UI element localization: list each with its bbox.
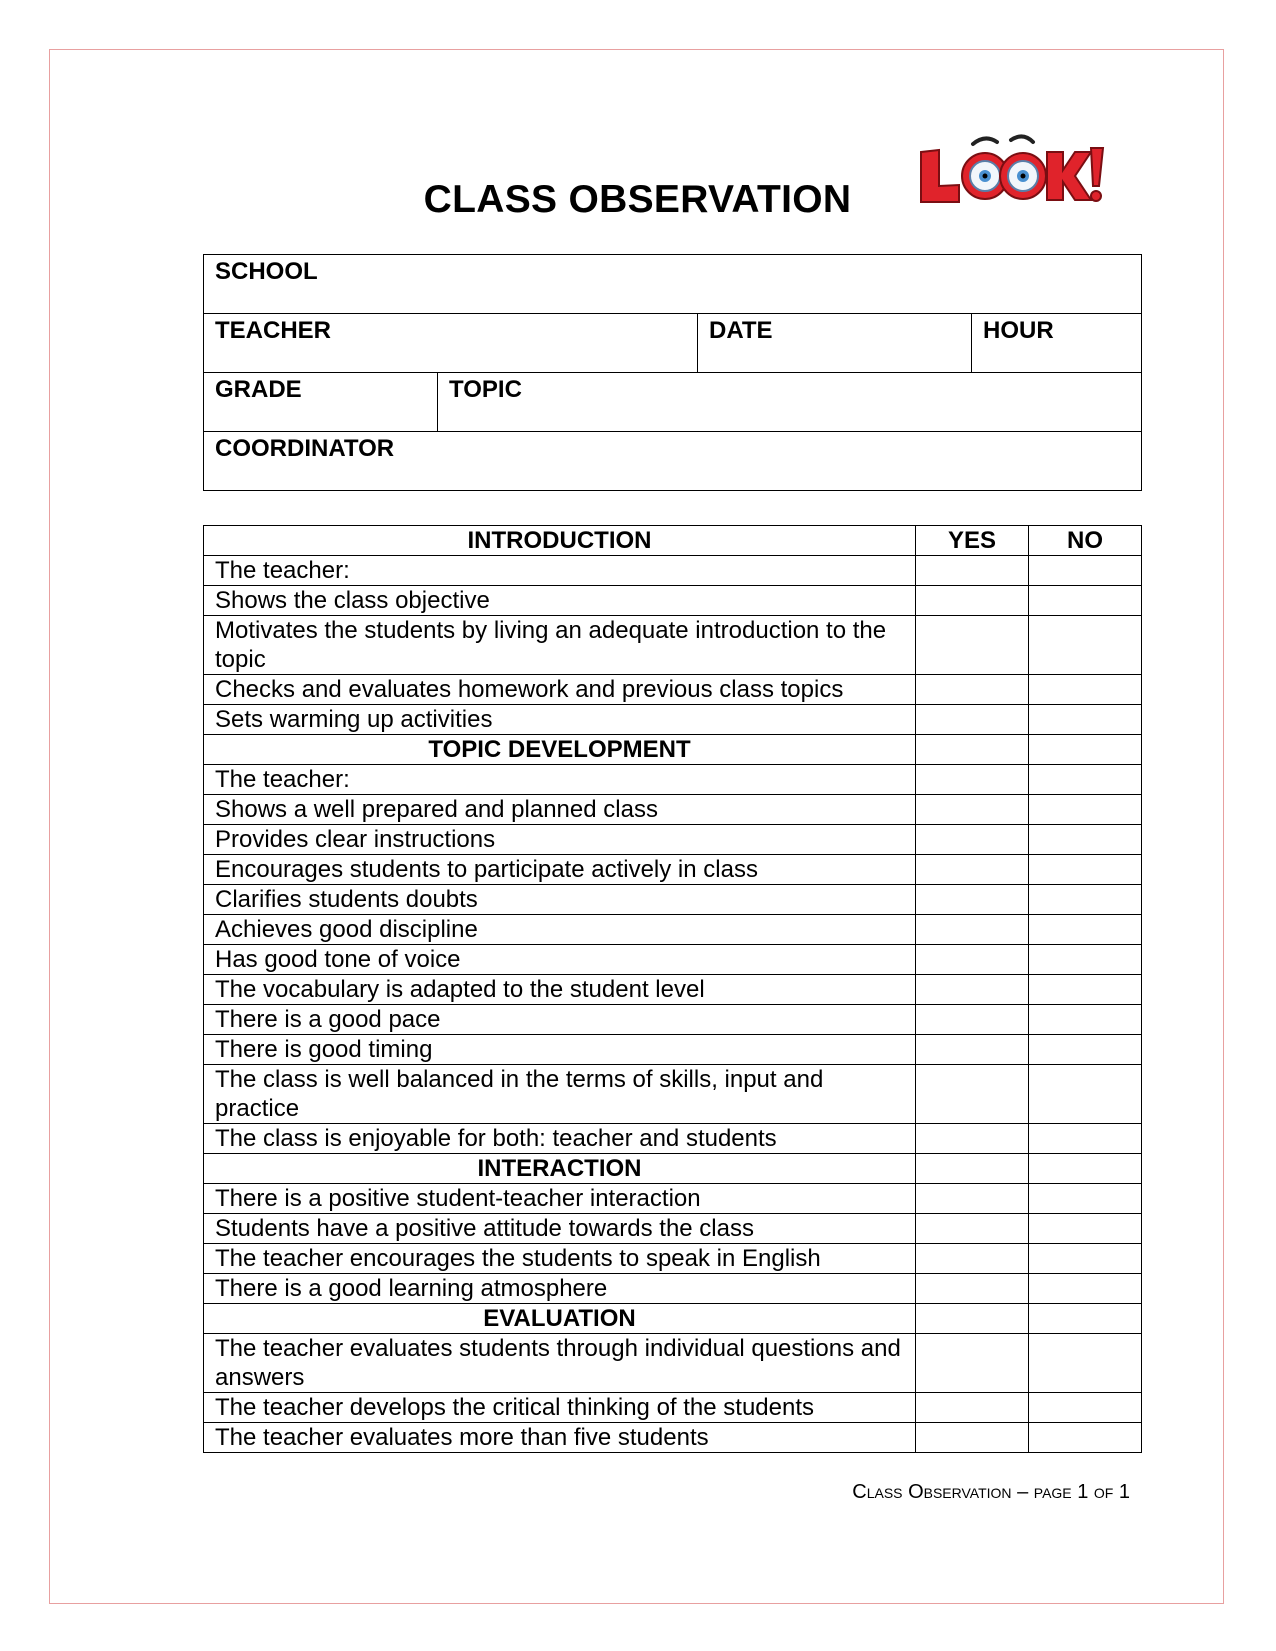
section-title: INTRODUCTION — [204, 526, 916, 556]
criterion-label: The teacher develops the critical thinking of the students — [204, 1393, 916, 1423]
criterion-label: The teacher evaluates students through individual questions and answers — [204, 1334, 916, 1393]
yes-checkbox-cell[interactable] — [916, 945, 1029, 975]
criterion-label: The vocabulary is adapted to the student level — [204, 975, 916, 1005]
blank-cell — [1029, 1304, 1142, 1334]
no-checkbox-cell[interactable] — [1029, 825, 1142, 855]
criterion-label: There is a good learning atmosphere — [204, 1274, 916, 1304]
yes-checkbox-cell[interactable] — [916, 975, 1029, 1005]
criterion-label: Shows the class objective — [204, 586, 916, 616]
blank-cell — [916, 1154, 1029, 1184]
topic-field[interactable]: TOPIC — [438, 373, 1142, 432]
yes-checkbox-cell[interactable] — [916, 1124, 1029, 1154]
criterion-label: The teacher evaluates more than five students — [204, 1423, 916, 1453]
yes-checkbox-cell[interactable] — [916, 1423, 1029, 1453]
criterion-label: Shows a well prepared and planned class — [204, 795, 916, 825]
info-table — [203, 254, 1142, 491]
no-checkbox-cell[interactable] — [1029, 1035, 1142, 1065]
section-header-row — [204, 735, 1142, 765]
date-field[interactable]: DATE — [698, 314, 972, 373]
section-title: EVALUATION — [204, 1304, 916, 1334]
criterion-label: There is a positive student-teacher interaction — [204, 1184, 916, 1214]
checklist-row — [204, 1035, 1142, 1065]
section-title: TOPIC DEVELOPMENT — [204, 735, 916, 765]
yes-checkbox-cell[interactable] — [916, 795, 1029, 825]
no-checkbox-cell[interactable] — [1029, 1005, 1142, 1035]
no-column-header: NO — [1029, 526, 1142, 556]
no-checkbox-cell[interactable] — [1029, 1393, 1142, 1423]
no-checkbox-cell[interactable] — [1029, 1244, 1142, 1274]
yes-checkbox-cell[interactable] — [916, 1334, 1029, 1393]
criterion-label: Encourages students to participate actively in class — [204, 855, 916, 885]
yes-checkbox-cell[interactable] — [916, 1065, 1029, 1124]
no-checkbox-cell[interactable] — [1029, 1065, 1142, 1124]
blank-cell — [916, 735, 1029, 765]
yes-checkbox-cell[interactable] — [916, 1005, 1029, 1035]
school-field[interactable]: SCHOOL — [204, 255, 1142, 314]
checklist-row — [204, 1423, 1142, 1453]
yes-checkbox-cell[interactable] — [916, 586, 1029, 616]
criterion-label: There is a good pace — [204, 1005, 916, 1035]
teacher-field[interactable]: TEACHER — [204, 314, 698, 373]
no-checkbox-cell[interactable] — [1029, 1334, 1142, 1393]
criterion-label: The class is enjoyable for both: teacher and students — [204, 1124, 916, 1154]
blank-cell — [1029, 1154, 1142, 1184]
checklist-row — [204, 795, 1142, 825]
no-checkbox-cell[interactable] — [1029, 945, 1142, 975]
checklist-row — [204, 975, 1142, 1005]
no-checkbox-cell[interactable] — [1029, 1423, 1142, 1453]
yes-checkbox-cell[interactable] — [916, 1274, 1029, 1304]
yes-checkbox-cell[interactable] — [916, 1035, 1029, 1065]
blank-cell — [916, 1304, 1029, 1334]
blank-cell — [1029, 735, 1142, 765]
yes-checkbox-cell[interactable] — [916, 1214, 1029, 1244]
checklist-row — [204, 675, 1142, 705]
checklist-row — [204, 885, 1142, 915]
checklist-row — [204, 1393, 1142, 1423]
criterion-label: Provides clear instructions — [204, 825, 916, 855]
criterion-label: Has good tone of voice — [204, 945, 916, 975]
checklist-row — [204, 556, 1142, 586]
yes-checkbox-cell[interactable] — [916, 1184, 1029, 1214]
page-title: CLASS OBSERVATION — [423, 178, 852, 221]
checklist-row — [204, 1214, 1142, 1244]
checklist-row — [204, 765, 1142, 795]
yes-checkbox-cell[interactable] — [916, 825, 1029, 855]
page-footer: Class Observation – page 1 of 1 — [852, 1481, 1130, 1503]
yes-checkbox-cell[interactable] — [916, 616, 1029, 675]
yes-checkbox-cell[interactable] — [916, 1393, 1029, 1423]
yes-checkbox-cell[interactable] — [916, 1244, 1029, 1274]
no-checkbox-cell[interactable] — [1029, 915, 1142, 945]
look-logo — [915, 130, 1105, 210]
no-checkbox-cell[interactable] — [1029, 885, 1142, 915]
coordinator-field[interactable]: COORDINATOR — [204, 432, 1142, 491]
checklist-row — [204, 1334, 1142, 1393]
checklist-row — [204, 705, 1142, 735]
no-checkbox-cell[interactable] — [1029, 1274, 1142, 1304]
checklist-row — [204, 1274, 1142, 1304]
checklist-row — [204, 1124, 1142, 1154]
no-checkbox-cell[interactable] — [1029, 616, 1142, 675]
yes-checkbox-cell[interactable] — [916, 556, 1029, 586]
checklist-row — [204, 915, 1142, 945]
yes-checkbox-cell[interactable] — [916, 765, 1029, 795]
criterion-label: Students have a positive attitude towards the class — [204, 1214, 916, 1244]
no-checkbox-cell[interactable] — [1029, 1124, 1142, 1154]
checklist-row — [204, 586, 1142, 616]
checklist-row — [204, 825, 1142, 855]
criterion-label: The teacher: — [204, 765, 916, 795]
yes-checkbox-cell[interactable] — [916, 885, 1029, 915]
no-checkbox-cell[interactable] — [1029, 1184, 1142, 1214]
checklist-row — [204, 616, 1142, 675]
checklist-row — [204, 1065, 1142, 1124]
section-title: INTERACTION — [204, 1154, 916, 1184]
criterion-label: Clarifies students doubts — [204, 885, 916, 915]
no-checkbox-cell[interactable] — [1029, 705, 1142, 735]
criterion-label: Achieves good discipline — [204, 915, 916, 945]
no-checkbox-cell[interactable] — [1029, 675, 1142, 705]
yes-checkbox-cell[interactable] — [916, 915, 1029, 945]
criterion-label: The class is well balanced in the terms of skills, input and practice — [204, 1065, 916, 1124]
yes-checkbox-cell[interactable] — [916, 705, 1029, 735]
criterion-label: Motivates the students by living an adequate introduction to the topic — [204, 616, 916, 675]
observation-checklist — [203, 525, 1142, 1453]
no-checkbox-cell[interactable] — [1029, 1214, 1142, 1244]
checklist-row — [204, 1244, 1142, 1274]
no-checkbox-cell[interactable] — [1029, 765, 1142, 795]
grade-field[interactable]: GRADE — [204, 373, 438, 432]
no-checkbox-cell[interactable] — [1029, 975, 1142, 1005]
hour-field[interactable]: HOUR — [972, 314, 1142, 373]
yes-column-header: YES — [916, 526, 1029, 556]
section-header-row — [204, 1304, 1142, 1334]
no-checkbox-cell[interactable] — [1029, 556, 1142, 586]
no-checkbox-cell[interactable] — [1029, 795, 1142, 825]
criterion-label: There is good timing — [204, 1035, 916, 1065]
criterion-label: The teacher encourages the students to speak in English — [204, 1244, 916, 1274]
criterion-label: Checks and evaluates homework and previous class topics — [204, 675, 916, 705]
section-header-row — [204, 1154, 1142, 1184]
no-checkbox-cell[interactable] — [1029, 855, 1142, 885]
checklist-row — [204, 855, 1142, 885]
criterion-label: Sets warming up activities — [204, 705, 916, 735]
checklist-row — [204, 1184, 1142, 1214]
checklist-row — [204, 1005, 1142, 1035]
yes-checkbox-cell[interactable] — [916, 855, 1029, 885]
yes-checkbox-cell[interactable] — [916, 675, 1029, 705]
criterion-label: The teacher: — [204, 556, 916, 586]
checklist-row — [204, 945, 1142, 975]
no-checkbox-cell[interactable] — [1029, 586, 1142, 616]
section-header-row — [204, 526, 1142, 556]
